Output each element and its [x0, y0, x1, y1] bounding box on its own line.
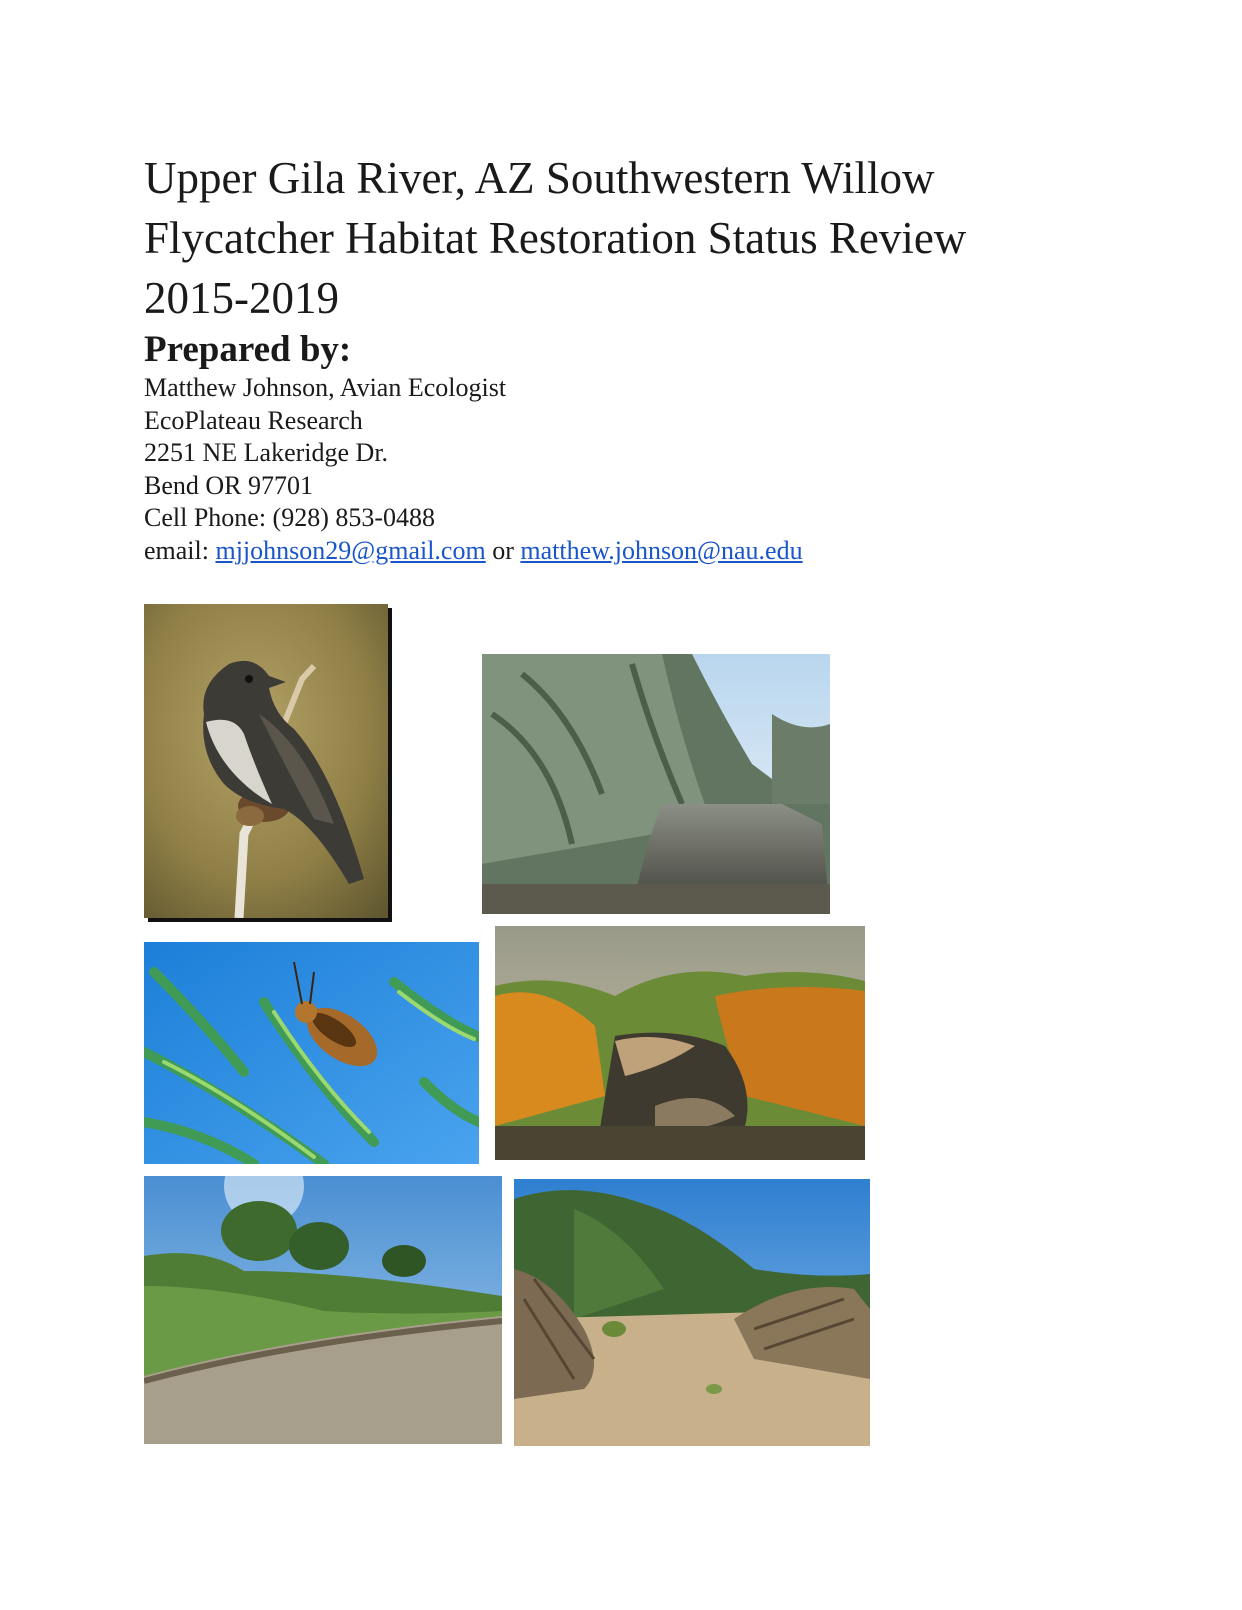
flycatcher-photo: [144, 604, 388, 918]
beetle-photo: [144, 942, 479, 1164]
title-line-2: Flycatcher Habitat Restoration Status Review: [144, 213, 967, 263]
organization: EcoPlateau Research: [144, 405, 363, 435]
trail-photo: [144, 1176, 502, 1444]
city-state-zip: Bend OR 97701: [144, 470, 313, 500]
email-separator: or: [485, 535, 521, 565]
street-address: 2251 NE Lakeridge Dr.: [144, 438, 389, 467]
email-link-gmail[interactable]: mjjohnson29@gmail.com: [215, 535, 486, 565]
contact-block: [144, 372, 803, 567]
email-prefix: email:: [144, 535, 216, 565]
creek-photo: [482, 654, 830, 914]
email-line: [144, 535, 803, 568]
title-line-1: Upper Gila River, AZ Southwestern Willow: [144, 153, 935, 203]
prepared-by-heading: Prepared by:: [144, 329, 352, 370]
email-link-nau[interactable]: matthew.johnson@nau.edu: [520, 535, 803, 565]
author-name: Matthew Johnson, Avian Ecologist: [144, 373, 507, 402]
autumn-river-photo: [495, 926, 865, 1160]
report-title: [144, 148, 1084, 328]
slash-pile-photo: [514, 1179, 870, 1446]
title-line-3: 2015-2019: [144, 273, 339, 323]
phone-number: Cell Phone: (928) 853-0488: [144, 503, 436, 532]
